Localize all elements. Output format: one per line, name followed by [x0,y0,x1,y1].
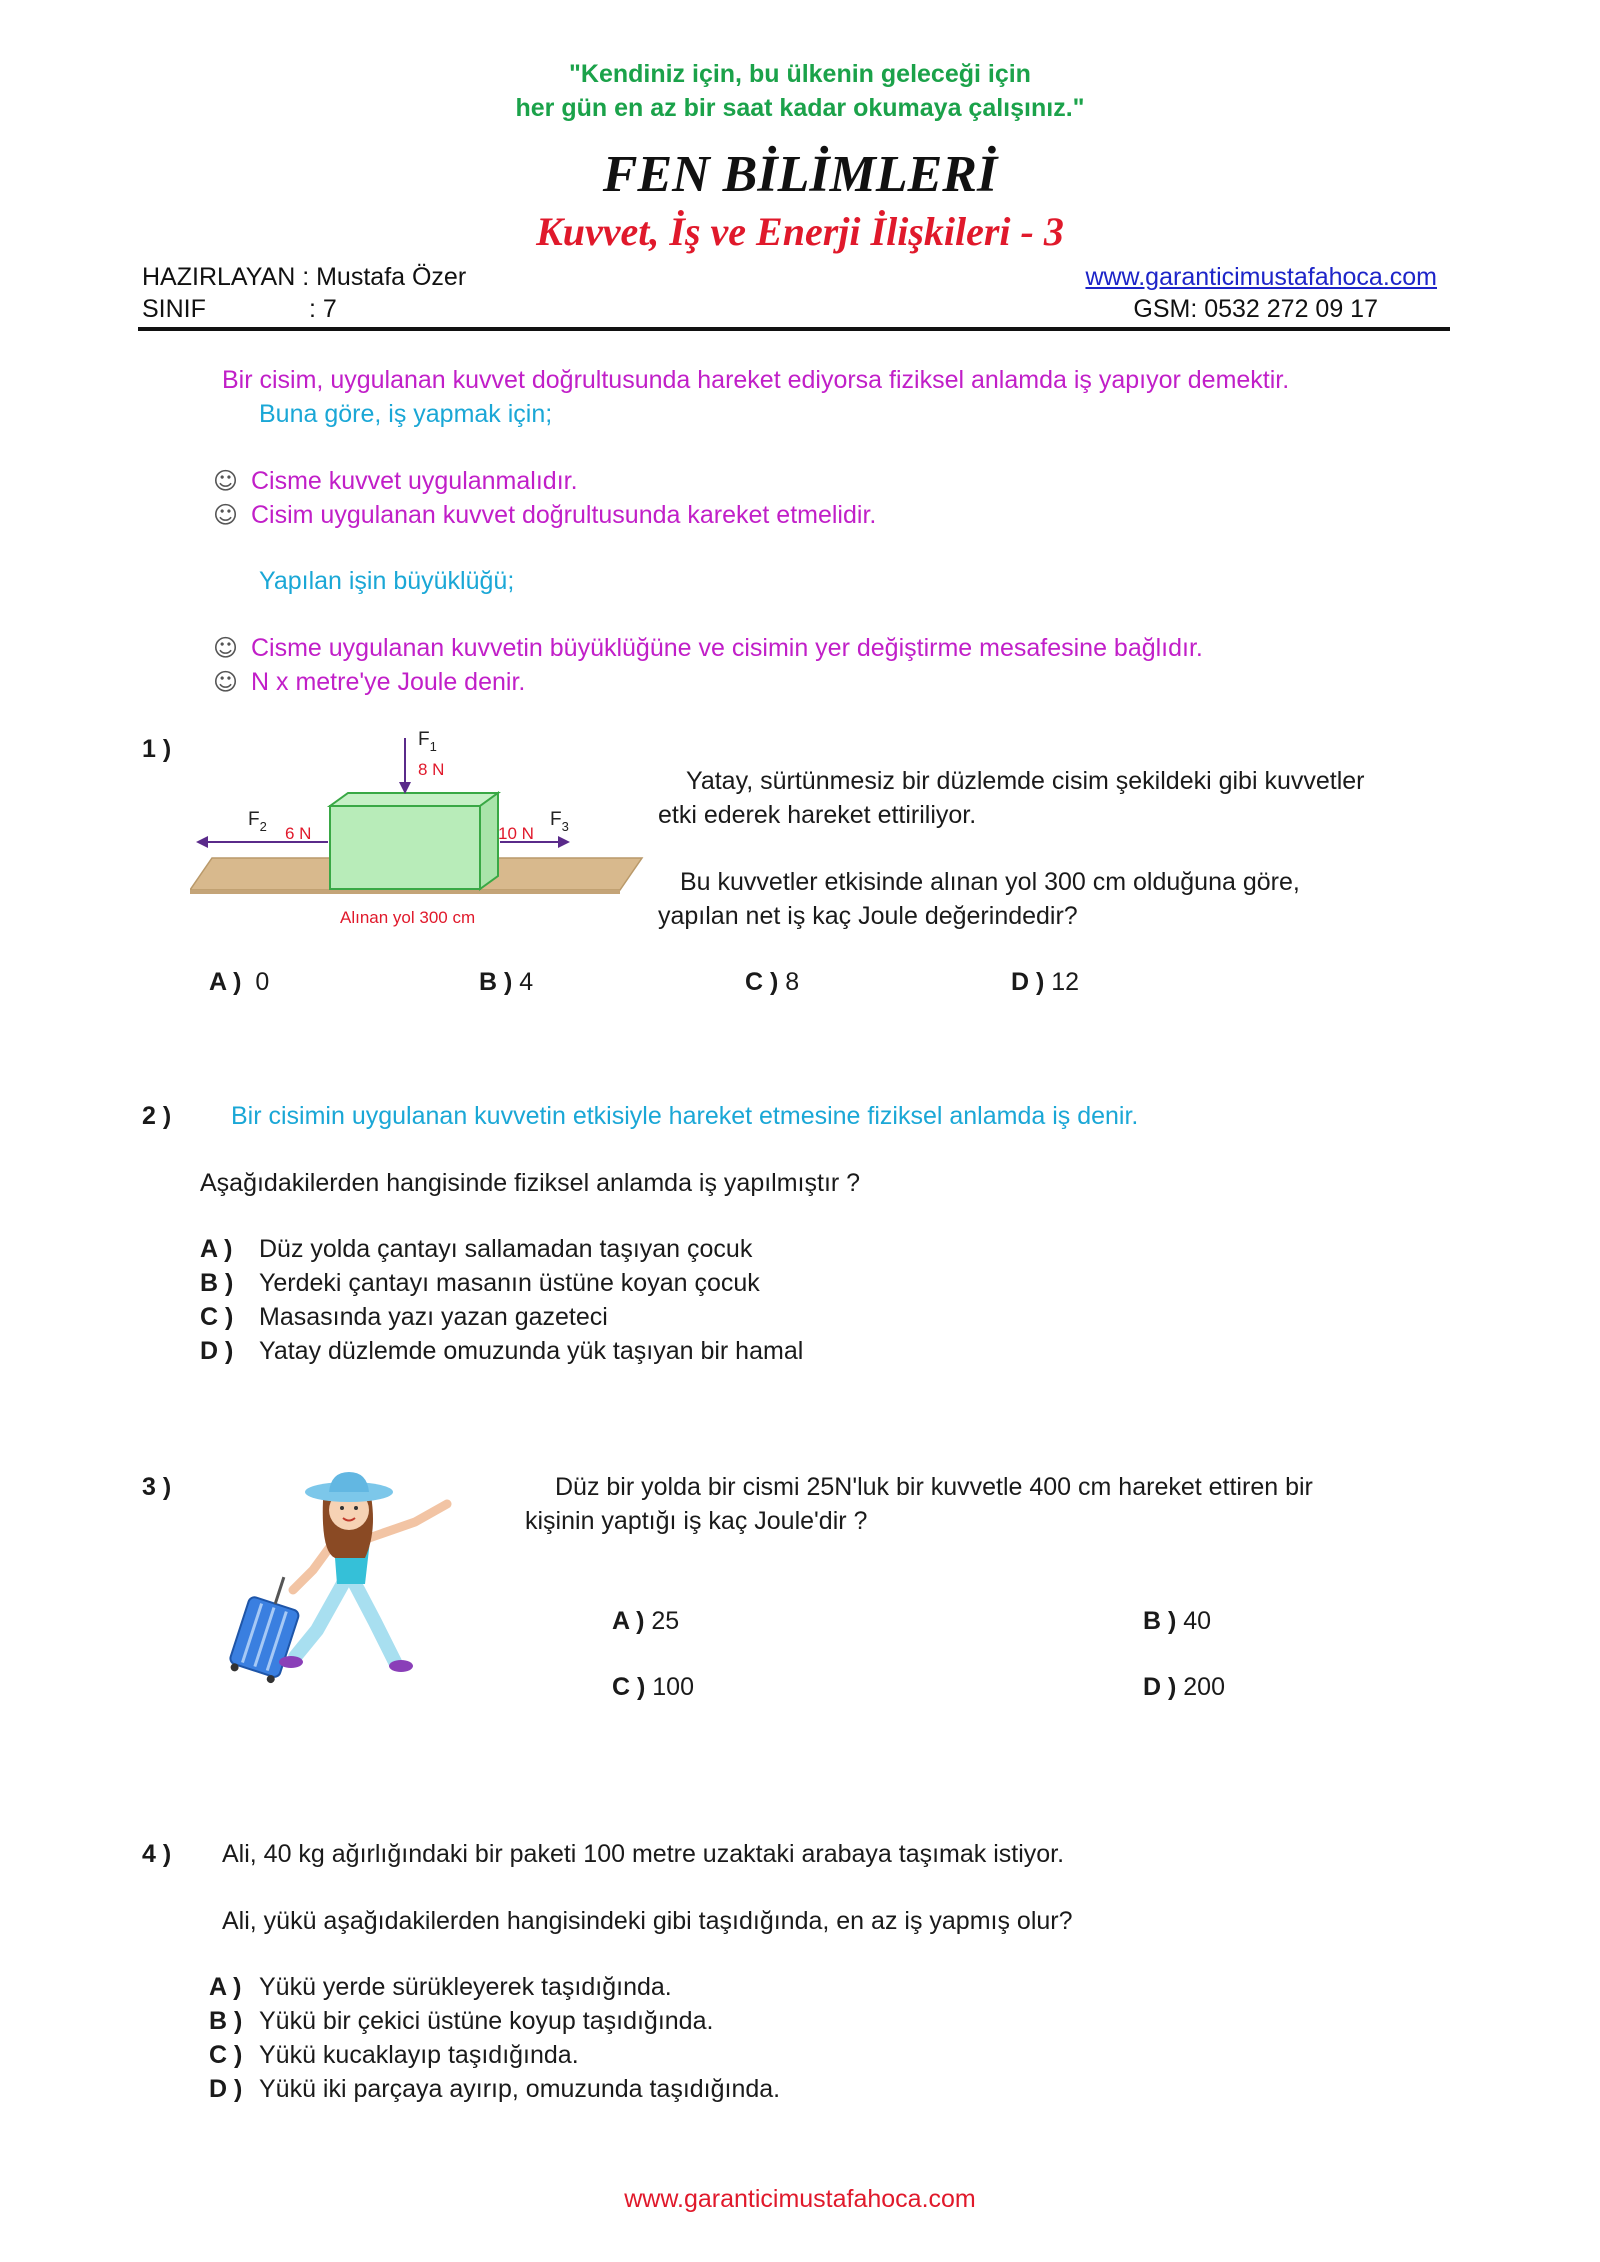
force-diagram [190,730,660,940]
question-1-option[interactable]: A ) 0 [209,968,270,996]
f2-label: $F_2$ [248,809,267,834]
question-1-option[interactable]: B ) 4 [479,968,534,996]
class-label: SINIF [142,295,206,323]
intro-bullet: ☺ Cisim uygulanan kuvvet doğrultusunda kareket etmelidir. [213,498,876,532]
class-value: : 7 [309,295,337,323]
distance-label: Alınan yol 300 cm [340,908,476,927]
intro-bullet: ☺ N x metre'ye Joule denir. [213,665,525,699]
question-4-text-2: Ali, yükü aşağıdakilerden hangisindeki gibi taşıdığında, en az iş yapmış olur? [222,1907,1073,1935]
question-4-option[interactable]: A ) Yükü yerde sürükleyerek taşıdığında. [209,1973,672,2001]
question-2-number: 2 ) [142,1102,172,1130]
intro-magnitude-heading: Yapılan işin büyüklüğü; [259,567,515,595]
motto-line-1: "Kendiniz için, bu ülkenin geleceği için [569,60,1031,88]
question-1-text-2: etki ederek hareket ettiriliyor. [658,801,977,829]
intro-bullet: ☺ Cisme kuvvet uygulanmalıdır. [213,464,578,498]
page-title: FEN BİLİMLERİ [602,146,998,203]
page-subtitle: Kuvvet, İş ve Enerji İlişkileri - 3 [536,209,1064,254]
gsm-number: GSM: 0532 272 09 17 [1133,295,1378,323]
question-1-text-1: Yatay, sürtünmesiz bir düzlemde cisim şekildeki gibi kuvvetler [686,767,1365,795]
question-3-option[interactable]: A ) 25 [612,1607,680,1635]
question-2-option[interactable]: D ) Yatay düzlemde omuzunda yük taşıyan bir hamal [200,1337,804,1365]
question-3-option[interactable]: C ) 100 [612,1673,694,1701]
plank-edge [190,890,620,894]
question-1-text-4: yapılan net iş kaç Joule değerindedir? [658,902,1078,930]
f3-value: 10 N [498,824,534,843]
question-1-option[interactable]: C ) 8 [745,968,800,996]
smiley-icon: ☺ [213,634,239,662]
question-3-number: 3 ) [142,1473,172,1501]
f2-arrow-head [196,836,208,848]
question-3-text-2: kişinin yaptığı iş kaç Joule'dir ? [525,1507,868,1535]
question-1-text-3: Bu kuvvetler etkisinde alınan yol 300 cm olduğuna göre, [680,868,1300,896]
f1-label: $F_1$ [418,730,437,754]
question-2-option[interactable]: C ) Masasında yazı yazan gazeteci [200,1303,608,1331]
girl-with-suitcase-illustration [225,1462,475,1692]
f3-arrow-head [558,836,570,848]
question-3-text-1: Düz bir yolda bir cismi 25N'luk bir kuvvetle 400 cm hareket ettiren bir [555,1473,1313,1501]
box-top [330,793,498,806]
question-1-number: 1 ) [142,735,172,763]
footer-website[interactable]: www.garanticimustafahoca.com [624,2185,976,2213]
f2-value: 6 N [285,824,312,843]
author-label: HAZIRLAYAN : Mustafa Özer [142,263,467,291]
f1-value: 8 N [418,760,445,779]
website-link[interactable]: www.garanticimustafahoca.com [1085,263,1437,291]
smiley-icon: ☺ [213,501,239,529]
intro-bullet: ☺ Cisme uygulanan kuvvetin büyüklüğüne ve cisimin yer değiştirme mesafesine bağlıdır. [213,631,1203,665]
question-3-option[interactable]: D ) 200 [1143,1673,1225,1701]
question-2-intro: Bir cisimin uygulanan kuvvetin etkisiyle hareket etmesine fiziksel anlamda iş denir. [231,1102,1139,1130]
intro-definition: Bir cisim, uygulanan kuvvet doğrultusunda hareket ediyorsa fiziksel anlamda iş yapıyor demektir. [222,366,1290,394]
question-4-option[interactable]: D ) Yükü iki parçaya ayırıp, omuzunda taşıdığında. [209,2075,781,2103]
smiley-icon: ☺ [213,668,239,696]
question-2-option[interactable]: A ) Düz yolda çantayı sallamadan taşıyan çocuk [200,1235,753,1263]
box-side [480,793,498,889]
question-1-option[interactable]: D ) 12 [1011,968,1080,996]
question-4-text-1: Ali, 40 kg ağırlığındaki bir paketi 100 metre uzaktaki arabaya taşımak istiyor. [222,1840,1065,1868]
intro-conditions-heading: Buna göre, iş yapmak için; [259,400,553,428]
question-2-text: Aşağıdakilerden hangisinde fiziksel anlamda iş yapılmıştır ? [200,1169,861,1197]
question-4-number: 4 ) [142,1840,172,1868]
question-4-option[interactable]: C ) Yükü kucaklayıp taşıdığında. [209,2041,579,2069]
header-divider [138,327,1450,331]
question-3-option[interactable]: B ) 40 [1143,1607,1212,1635]
smiley-icon: ☺ [213,467,239,495]
f3-label: $F_3$ [550,809,569,834]
question-2-option[interactable]: B ) Yerdeki çantayı masanın üstüne koyan çocuk [200,1269,760,1297]
question-4-option[interactable]: B ) Yükü bir çekici üstüne koyup taşıdığında. [209,2007,714,2035]
motto-line-2: her gün en az bir saat kadar okumaya çalışınız." [515,94,1085,122]
box-front [330,806,480,889]
